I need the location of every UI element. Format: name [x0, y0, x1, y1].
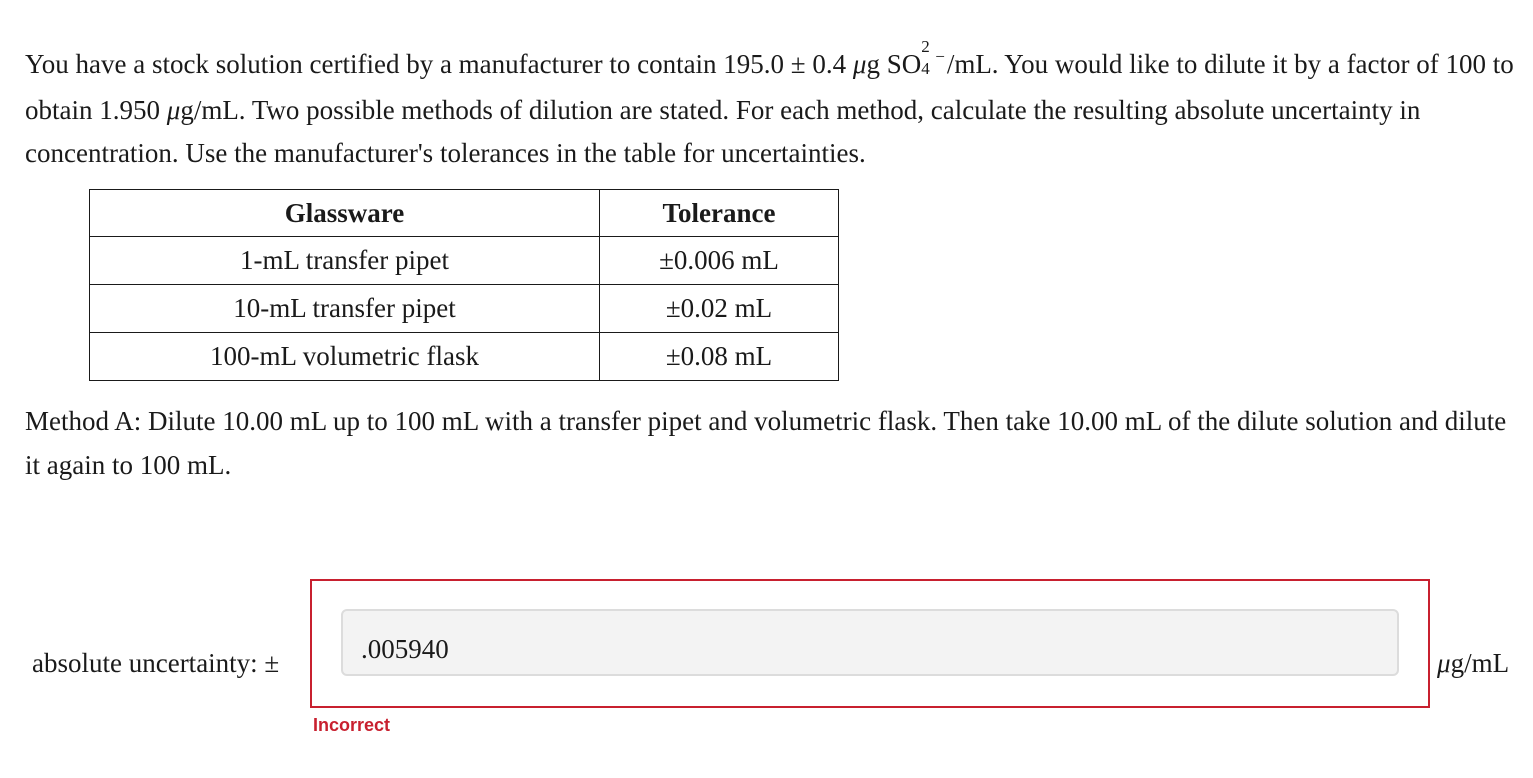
answer-error-frame: [310, 579, 1430, 708]
mu-symbol: μ: [852, 49, 867, 79]
tolerance-cell: ±0.08 mL: [600, 333, 839, 381]
mu-symbol: μ: [1437, 648, 1451, 678]
ion-subscript: 4: [921, 59, 930, 78]
method-a-text: Method A: Dilute 10.00 mL up to 100 mL with a transfer pipet and volumetric flask. Then take 10.00 mL of the dilute solution and dilute it again to 100 mL.: [25, 406, 1507, 480]
mu-symbol: μ: [166, 95, 181, 125]
glassware-cell: 10-mL transfer pipet: [90, 285, 600, 333]
answer-unit: μg/mL: [1437, 648, 1510, 678]
tolerance-cell: ±0.006 mL: [600, 237, 839, 285]
table-header-row: [90, 190, 839, 237]
table-row: [90, 333, 839, 381]
glassware-cell: 1-mL transfer pipet: [90, 237, 600, 285]
table-row: [90, 285, 839, 333]
absolute-uncertainty-input[interactable]: [341, 609, 1399, 676]
incorrect-feedback: Incorrect: [313, 715, 391, 735]
problem-statement: [25, 37, 1515, 175]
ion-charge-number: 2: [921, 37, 930, 56]
column-header-tolerance: Tolerance: [600, 190, 839, 237]
problem-text: You have a stock solution certified by a manufacturer to contain 195.0 ± 0.4 μg SO 2 4 −/mL. You would like to dilute it by a factor of 100 to obtain 1.950 μg/mL. Two possible methods of dilution are stated. For each method, calculate the resulting absolute uncertainty in concentration. Use the manufacturer's tolerances in the table for uncertainties.: [25, 37, 1514, 168]
glassware-cell: 100-mL volumetric flask: [90, 333, 600, 381]
answer-label: absolute uncertainty: ±: [32, 648, 280, 678]
column-header-glassware: Glassware: [90, 190, 600, 237]
ion-charge-sign: −: [935, 47, 945, 66]
tolerance-table: [89, 189, 839, 381]
table-row: [90, 237, 839, 285]
sulfate-ion: g SO 2 4 −: [866, 37, 945, 79]
tolerance-cell: ±0.02 mL: [600, 285, 839, 333]
